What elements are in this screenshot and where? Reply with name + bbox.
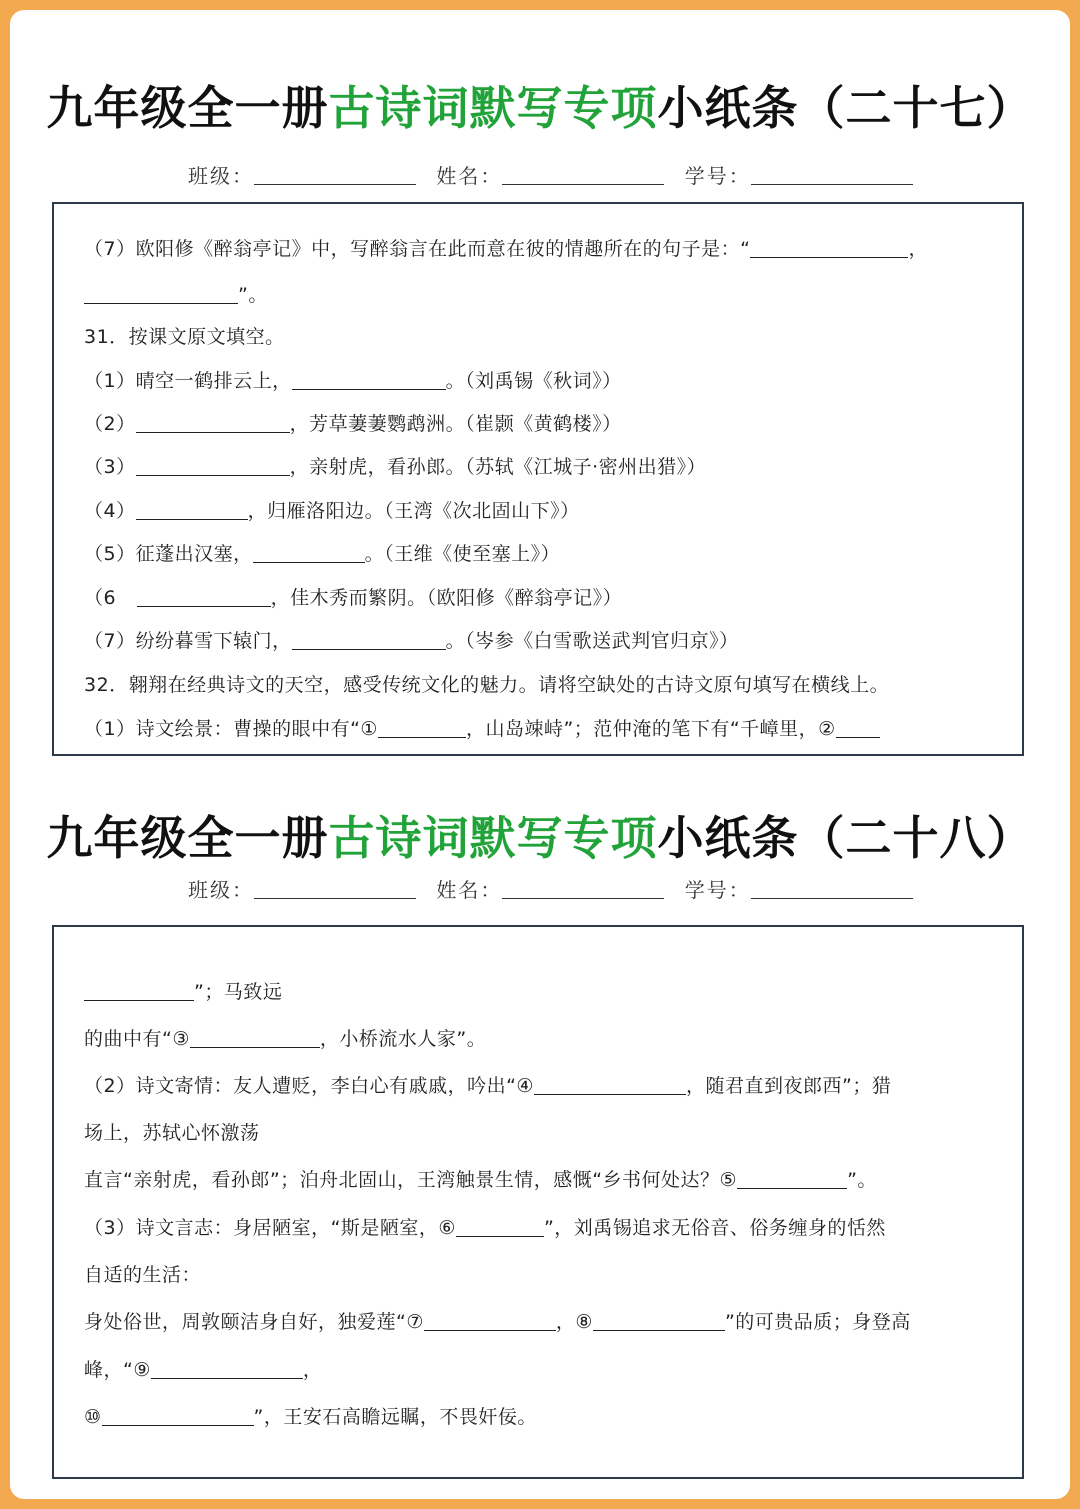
line-text: ，⑧ xyxy=(555,1311,593,1333)
line-text: ”；马致远 xyxy=(194,981,283,1003)
worksheet-page xyxy=(10,10,1070,1499)
name-label: 姓名： xyxy=(436,878,503,902)
line-text: ，随君直到夜郎西”；猎 xyxy=(685,1075,892,1097)
line-text: （7）纷纷暮雪下辕门， xyxy=(84,630,292,652)
question-line xyxy=(84,539,560,566)
line-text: 的曲中有“③ xyxy=(84,1028,190,1050)
answer-blank[interactable] xyxy=(190,1029,320,1048)
answer-blank[interactable] xyxy=(292,371,446,390)
line-text: （5）征蓬出汉塞， xyxy=(84,543,253,565)
line-text: 自适的生活： xyxy=(84,1264,202,1286)
answer-blank[interactable] xyxy=(750,239,908,258)
line-text: 。（岑参《白雪歌送武判官归京》） xyxy=(445,630,739,652)
line-text: ⑩ xyxy=(84,1406,102,1428)
line-text: ，亲射虎，看孙郎。（苏轼《江城子·密州出猎》） xyxy=(289,456,707,478)
answer-blank[interactable] xyxy=(292,631,446,650)
line-text: ”。 xyxy=(847,1169,877,1191)
line-text: （3） xyxy=(84,456,136,478)
line-text: 。（刘禹锡《秋词》） xyxy=(445,370,622,392)
name-field[interactable] xyxy=(502,880,664,899)
line-text: ，山岛竦峙”；范仲淹的笔下有“千嶂里，② xyxy=(465,718,836,740)
student-id-field[interactable] xyxy=(751,880,913,899)
sheet1-title-part-c: 小纸条（二十七） xyxy=(657,81,1034,135)
line-text: 身处俗世，周敦颐洁身自好，独爱莲“⑦ xyxy=(84,1311,424,1333)
question-line xyxy=(84,1118,260,1145)
answer-blank[interactable] xyxy=(253,544,365,563)
question-line xyxy=(84,280,268,307)
sheet2-title-part-c: 小纸条（二十八） xyxy=(657,811,1034,865)
sheet1-title-part-a: 九年级全一册 xyxy=(46,81,329,135)
line-text: ，归雁洛阳边。（王湾《次北固山下》） xyxy=(247,500,580,522)
line-text: 直言“亲射虎，看孙郎”；泊舟北固山，王湾触景生情，感慨“乡书何处达？⑤ xyxy=(84,1169,738,1191)
line-text: （7）欧阳修《醉翁亭记》中，写醉翁言在此而意在彼的情趣所在的句子是：“ xyxy=(84,238,751,260)
answer-blank[interactable] xyxy=(424,1312,556,1331)
line-text: （4） xyxy=(84,500,136,522)
answer-blank[interactable] xyxy=(534,1076,686,1095)
question-line xyxy=(84,1165,877,1192)
question-heading xyxy=(84,322,285,349)
line-text: （6 xyxy=(84,587,123,609)
line-text: ”，王安石高瞻远瞩，不畏奸佞。 xyxy=(253,1406,537,1428)
answer-blank[interactable] xyxy=(84,982,194,1001)
answer-blank[interactable] xyxy=(456,1218,544,1237)
answer-blank[interactable] xyxy=(593,1312,725,1331)
question-line xyxy=(84,409,622,436)
line-text: 31．按课文原文填空。 xyxy=(84,326,285,348)
sheet1-title xyxy=(10,72,1070,138)
sheet2-info-row xyxy=(188,874,925,903)
question-line xyxy=(84,1355,322,1382)
line-text: ， xyxy=(302,1359,323,1381)
answer-blank[interactable] xyxy=(737,1170,847,1189)
question-heading xyxy=(84,670,889,697)
question-line xyxy=(84,626,739,653)
line-text: ，芳草萋萋鹦鹉洲。（崔颢《黄鹤楼》） xyxy=(289,413,622,435)
student-id-label: 学号： xyxy=(684,878,751,902)
question-line xyxy=(84,1402,537,1429)
sheet1-info-row xyxy=(188,160,925,189)
question-line xyxy=(84,1024,486,1051)
line-text: 场上，苏轼心怀激荡 xyxy=(84,1122,260,1144)
line-text: 。（王维《使至塞上》） xyxy=(364,543,561,565)
question-line xyxy=(84,1213,886,1240)
class-field[interactable] xyxy=(254,880,416,899)
line-text: 峰，“⑨ xyxy=(84,1359,151,1381)
student-id-field[interactable] xyxy=(751,166,913,185)
line-text: （2）诗文寄情：友人遭贬，李白心有戚戚，吟出“④ xyxy=(84,1075,534,1097)
answer-blank[interactable] xyxy=(378,719,466,738)
line-text: ，小桥流水人家”。 xyxy=(319,1028,487,1050)
line-text: （1）晴空一鹤排云上， xyxy=(84,370,292,392)
line-text: ， xyxy=(908,238,928,260)
class-field[interactable] xyxy=(254,166,416,185)
question-line xyxy=(84,234,928,261)
sheet2-question-box xyxy=(52,925,1024,1479)
student-id-label: 学号： xyxy=(684,164,751,188)
answer-blank[interactable] xyxy=(136,501,248,520)
question-line xyxy=(84,583,622,610)
question-line xyxy=(84,977,282,1004)
question-line xyxy=(84,1307,911,1334)
line-text: 32．翱翔在经典诗文的天空，感受传统文化的魅力。请将空缺处的古诗文原句填写在横线上。 xyxy=(84,674,890,696)
question-line xyxy=(84,366,622,393)
sheet2-title xyxy=(10,802,1070,868)
answer-blank[interactable] xyxy=(136,457,290,476)
question-line xyxy=(84,1071,891,1098)
answer-blank[interactable] xyxy=(151,1360,303,1379)
question-line xyxy=(84,496,580,523)
name-label: 姓名： xyxy=(436,164,503,188)
sheet2-title-part-b: 古诗词默写专项 xyxy=(328,811,658,865)
name-field[interactable] xyxy=(502,166,664,185)
question-line xyxy=(84,1260,201,1287)
line-text: ，佳木秀而繁阴。（欧阳修《醉翁亭记》） xyxy=(270,587,623,609)
answer-blank[interactable] xyxy=(84,285,238,304)
class-label: 班级： xyxy=(188,164,254,188)
answer-blank[interactable] xyxy=(102,1407,254,1426)
line-text: （3）诗文言志：身居陋室，“斯是陋室，⑥ xyxy=(84,1217,456,1239)
line-text: ”。 xyxy=(238,284,268,306)
line-text: ”，刘禹锡追求无俗音、俗务缠身的恬然 xyxy=(543,1217,886,1239)
line-text: （2） xyxy=(84,413,136,435)
question-line xyxy=(84,714,880,741)
answer-blank[interactable] xyxy=(137,588,271,607)
line-text: （1）诗文绘景：曹操的眼中有“① xyxy=(84,718,378,740)
sheet2-title-part-a: 九年级全一册 xyxy=(46,811,329,865)
class-label: 班级： xyxy=(188,878,254,902)
sheet1-question-box xyxy=(52,202,1024,756)
line-text: ”的可贵品质；身登高 xyxy=(724,1311,911,1333)
sheet1-title-part-b: 古诗词默写专项 xyxy=(328,81,658,135)
answer-blank[interactable] xyxy=(136,414,290,433)
answer-blank[interactable] xyxy=(836,719,880,738)
question-line xyxy=(84,452,706,479)
